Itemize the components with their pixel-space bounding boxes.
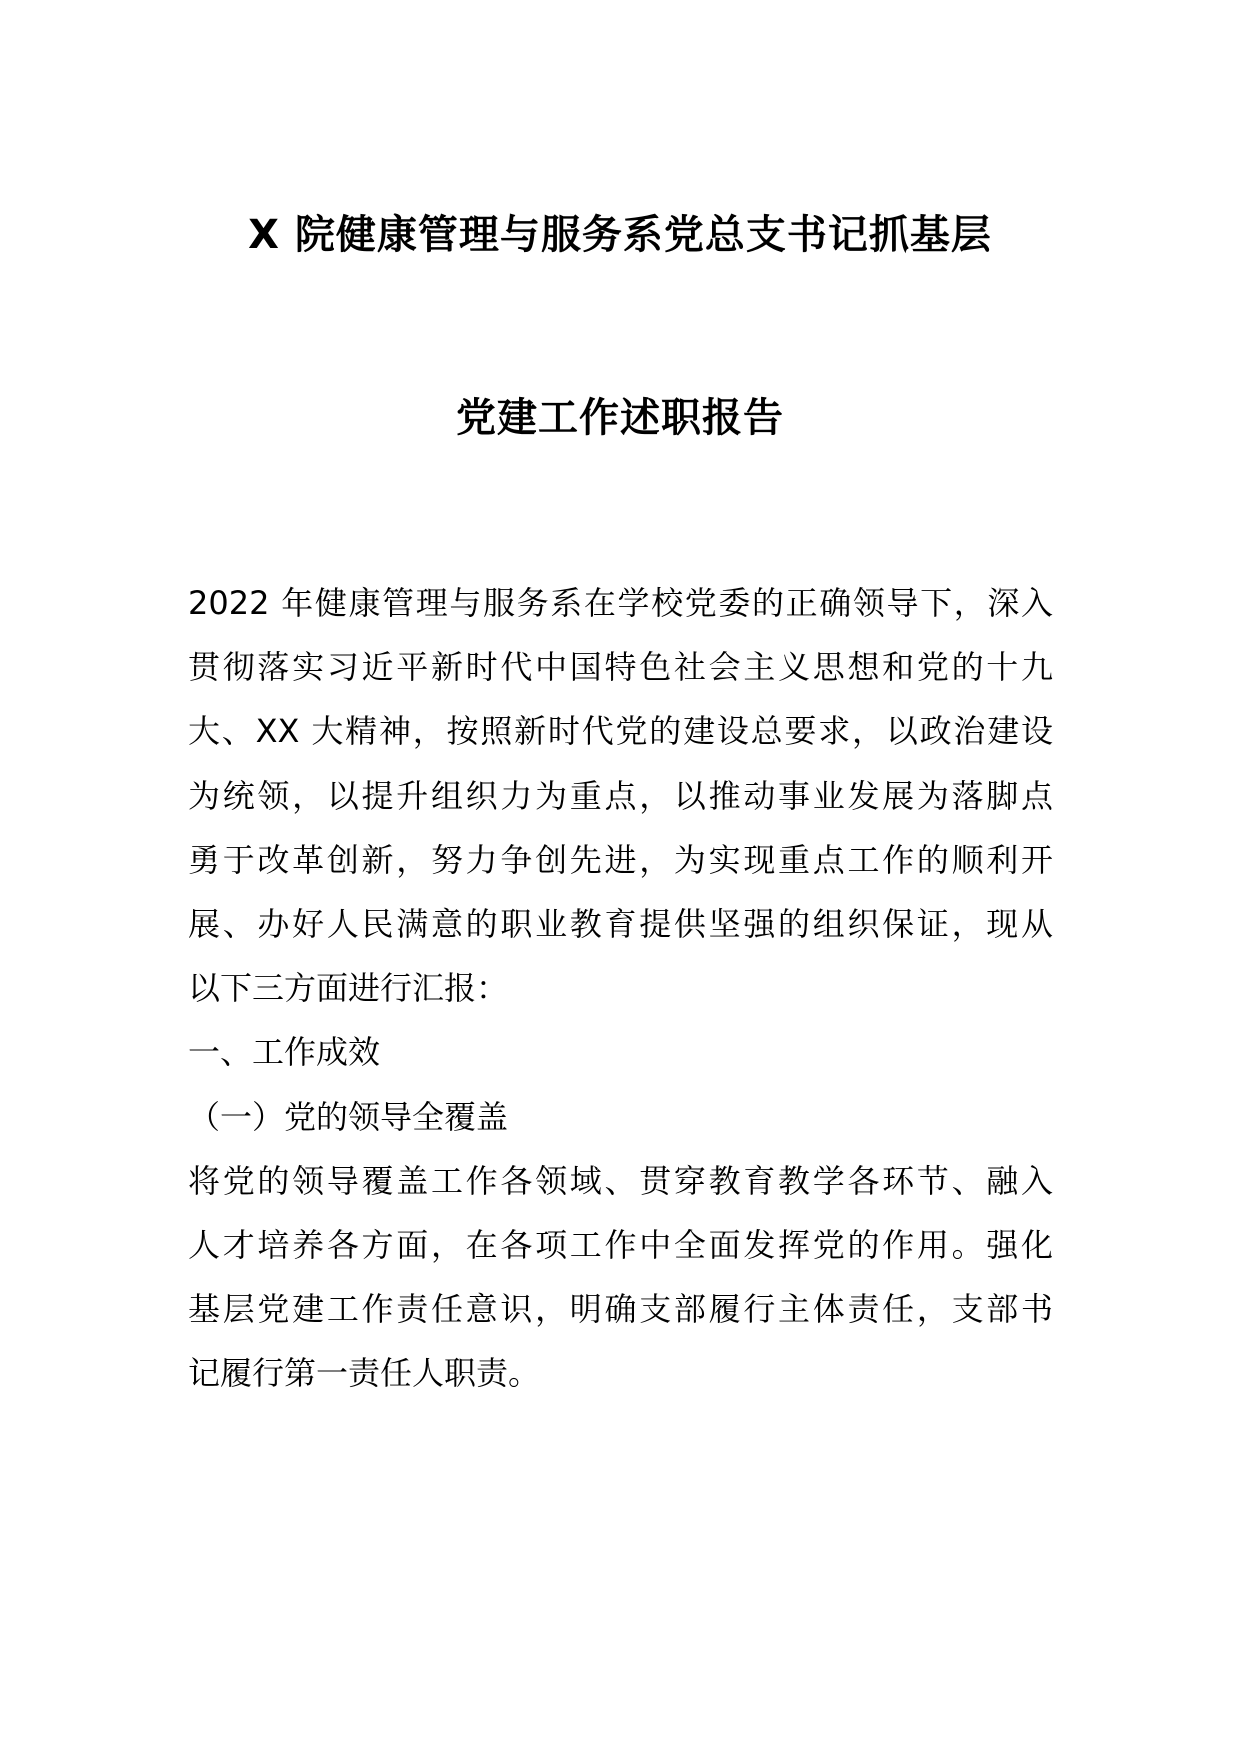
section-heading: 一、工作成效 [188,1033,381,1072]
body-line: 记履行第一责任人职责。 [188,1354,541,1393]
body-line: 为统领，以提升组织力为重点，以推动事业发展为落脚点 [188,776,1053,815]
document-title-line-2: 党建工作述职报告 [456,395,784,441]
body-line: 将党的领导覆盖工作各领域、贯穿教育教学各环节、融入 [188,1161,1053,1200]
body-line: 贯彻落实习近平新时代中国特色社会主义思想和党的十九 [188,648,1053,687]
subsection-heading: （一）党的领导全覆盖 [188,1097,509,1136]
body-line: 以下三方面进行汇报： [188,969,509,1008]
document-title-line-1: X 院健康管理与服务系党总支书记抓基层 [248,212,992,258]
body-line: 展、办好人民满意的职业教育提供坚强的组织保证，现从 [188,904,1053,943]
body-line: 勇于改革创新，努力争创先进，为实现重点工作的顺利开 [188,840,1053,879]
body-line: 2022 年健康管理与服务系在学校党委的正确领导下，深入 [188,584,1053,622]
body-line: 人才培养各方面，在各项工作中全面发挥党的作用。强化 [188,1225,1053,1264]
body-line: 大、XX 大精神，按照新时代党的建设总要求，以政治建设 [188,712,1053,751]
report-body [188,571,1053,1405]
body-line: 基层党建工作责任意识，明确支部履行主体责任，支部书 [188,1290,1053,1329]
